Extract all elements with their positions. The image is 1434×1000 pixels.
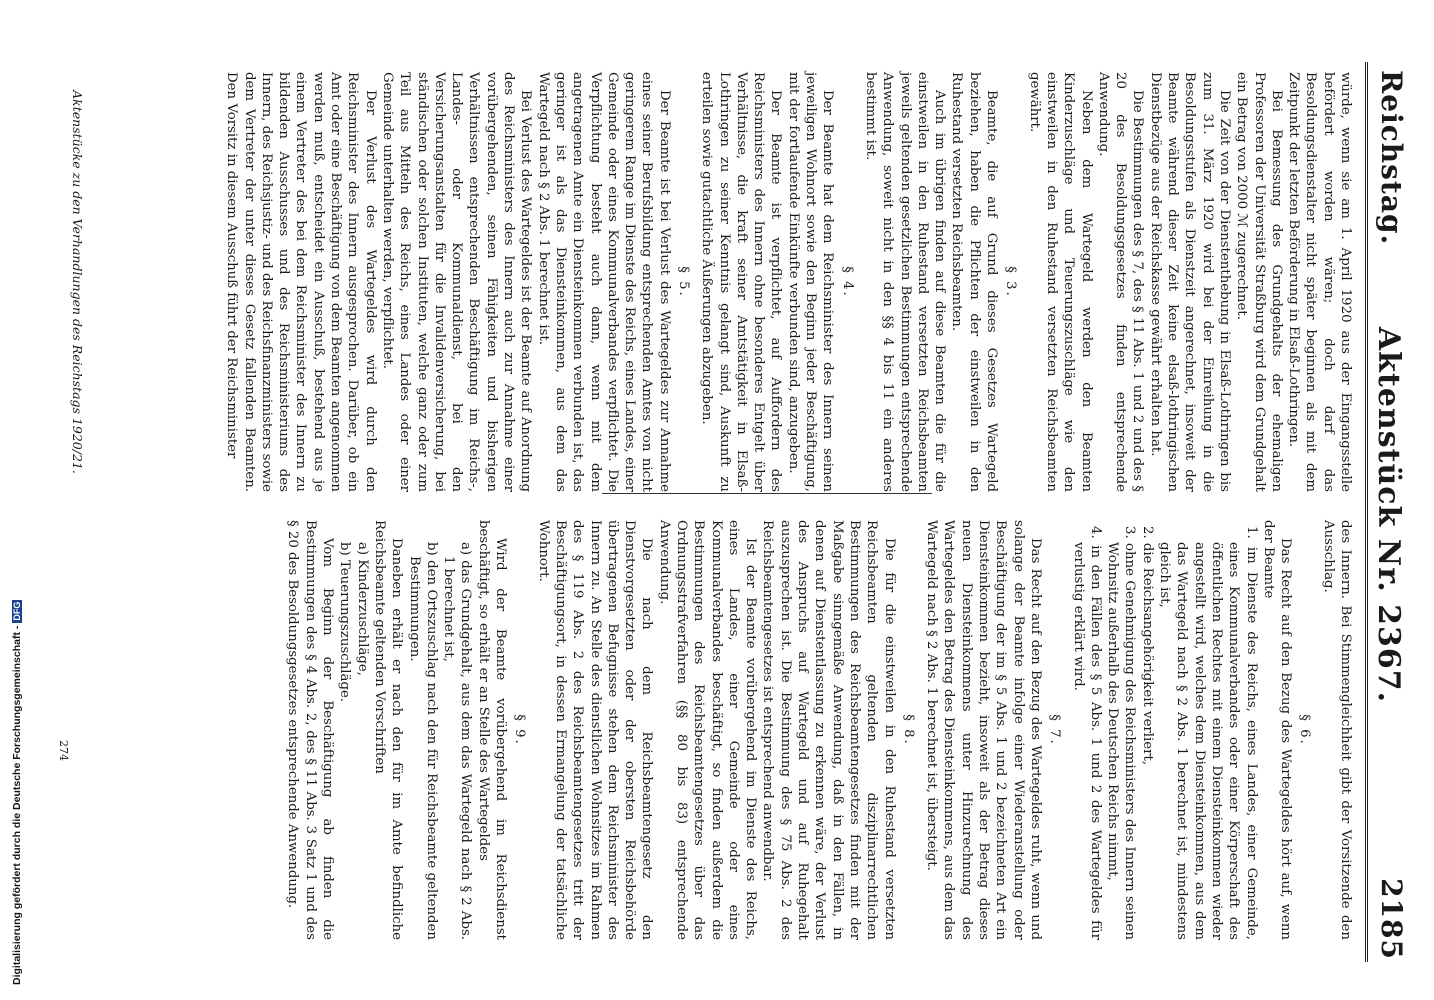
paragraph: Auch im übrigen finden auf diese Beamten die für die einstweilen in den Ruhestand versetzten Reichsbeamten jeweils geltenden gesetzlichen Bestimmungen entsprechende Anwendung, soweit nicht in den §§ 4 bis 11 ein anderes bestimmt ist. [862, 72, 948, 492]
column-divider [602, 493, 932, 494]
page-footer: Aktenstücke zu den Verhandlungen des Reichstags 1920/21. [70, 90, 85, 474]
left-column [223, 72, 1354, 492]
paragraph: Die Zeit von der Dienstenthebung in Elsaß-Lothringen bis zum 31. März 1920 wird bei der Einreihung in die Besoldungsstufen als Dienstzeit angerechnet, insoweit der Beamte während dieser Zeit keine elsaß-lothringischen Dienstbezüge aus der Reichskasse gewährt erhalten hat. [1147, 72, 1232, 492]
paragraph: Daneben erhält er nach den für im Amte befindliche Reichsbeamte geltenden Vorschriften [371, 520, 405, 940]
list-item: b) Teuerungszuschläge. [337, 542, 353, 703]
paragraph: Der Beamte ist verpflichtet, auf Auffordern des Reichsministers des Innern ohne besonderes Entgelt über Verhältnisse, die kraft seiner Amtstätigkeit in Elsaß-Lothringen zu seiner Kenntnis gelangt sind, Auskunft zu erteilen sowie gutachtliche Äußerungen abzugeben. [699, 72, 784, 492]
page-signature: 274 [57, 740, 70, 761]
list-item: a) Kinderzuschläge, [354, 542, 370, 677]
section-heading: § 8. [900, 714, 916, 746]
paragraph: Der Verlust des Wartegeldes wird durch den Reichsminister des Innern ausgesprochen. Darüber, ob ein Amt oder eine Beschäftigung von dem Beamten angenommen werden muß, entscheidet ein Ausschuß, bestehend aus je einem Vertreter des bei dem Reichsminister des Innern zu bildenden Ausschusses und des Reichsministeriums des Innern, des Reichsjustiz- und des Reichsfinanzministers sowie dem Vertreter der unter dieses Gesetz fallenden Beamten. Den Vorsitz in diesem Ausschuß führt der Reichsminister [224, 72, 378, 492]
credit-label: Digitalisierung gefördert durch die Deutsche Forschungsgemeinschaft - [11, 625, 23, 985]
header-rule [1361, 62, 1368, 962]
paragraph: Bei Bemessung des Grundgehalts der ehemaligen Professoren der Universität Straßburg wird dem Grundgehalt ein Betrag von 2000 ℳ zugerechnet. [1234, 72, 1284, 492]
header-left: Reichstag. [1375, 70, 1408, 246]
paragraph: Der Beamte hat dem Reichsminister des Innern seinen jeweiligen Wohnort sowie den Beginn jeder Beschäftigung, mit der fortlaufende Einkünfte verbunden sind, anzugeben. [785, 72, 836, 492]
paragraph: Das Recht auf den Bezug des Wartegeldes hört auf, wenn der Beamte [1260, 520, 1294, 940]
paragraph: Bei Verlust des Wartegeldes ist der Beamte auf Anordnung des Reichsministers des Innern auch zur Annahme einer vorübergehenden, seinen Fähigkeiten und bisherigen Verhältnissen entsprechenden Beschäftigung im Reichs-, Landes- oder Kommunaldienst, bei den Versicherungsanstalten für die Invalidenversicherung, bei ständischen oder solchen Instituten, welche ganz oder zum Teil aus Mitteln des Reichs, eines Landes oder einer Gemeinde unterhalten werden, verpflichtet. [379, 72, 534, 492]
paragraph: Das Recht auf den Bezug des Wartegeldes ruht, wenn und solange der Beamte infolge einer Wiederanstellung oder Beschäftigung der im § 5 Abs. 1 und 2 bezeichneten Art ein Diensteinkommen bezieht, insoweit als der Betrag dieses neuen Diensteinkommens unter Hinzurechnung des Wartegeldes den Betrag des Diensteinkommens, aus dem das Wartegeld nach § 2 Abs. 1 berechnet ist, übersteigt. [924, 520, 1043, 940]
section-heading: § 3. [1003, 266, 1019, 298]
header-center: Aktenstück Nr. 2367. [1371, 326, 1406, 704]
section-heading: § 5. [676, 266, 692, 298]
section-heading: § 4. [839, 266, 855, 298]
paragraph: Ist der Beamte vorübergehend im Dienste des Reichs, eines Landes, einer Gemeinde oder eines Kommunalverbandes beschäftigt, so finden außerdem die Bestimmungen des Reichsbeamtengesetzes über das Ordnungsstrafverfahren (§§ 80 bis 83) entsprechende Anwendung. [656, 520, 759, 940]
list-item: 2. die Reichsangehörigkeit verliert, [1139, 526, 1155, 766]
section-heading: § 7. [1047, 714, 1063, 746]
section-heading: § 6. [1297, 714, 1313, 746]
paragraph: Vom Beginn der Beschäftigung ab finden die Bestimmungen des § 4 Abs. 2, des § 11 Abs. 3 Satz 1 und des § 20 des Besoldungsgesetzes entsprechende Anwendung. [285, 520, 336, 940]
paragraph: Wird der Beamte vorübergehend im Reichsdienst beschäftigt, so erhält er an Stelle des Wartegeldes [475, 520, 509, 940]
list-item: 4. in den Fällen des § 5 Abs. 1 und 2 des Wartegeldes für verlustig erklärt wird. [1070, 526, 1103, 940]
right-column [284, 520, 1354, 940]
paragraph: des Innern. Bei Stimmengleichheit gibt der Vorsitzende den Ausschlag. [1320, 520, 1353, 940]
paragraph: Die für die einstweilen in den Ruhestand versetzten Reichsbeamten geltenden disziplinarrechtlichen Bestimmungen des Reichsbeamtengesetzes finden mit der Maßgabe sinngemäße Anwendung, daß in den Fällen, in denen auf Dienstentlassung zu erkennen wäre, der Verlust des Anspruchs auf Wartegeld und auf Ruhegehalt auszusprechen ist. Die Bestimmung des § 75 Abs. 2 des Reichsbeamtengesetzes ist entsprechend anwendbar. [760, 520, 897, 940]
list-item: a) das Grundgehalt, aus dem das Wartegeld nach § 2 Abs. 1 berechnet ist, [441, 542, 474, 940]
paragraph: Neben dem Wartegeld werden den Beamten Kinderzuschläge und Teuerungszuschläge wie den einstweilen in den Ruhestand versetzten Reichsbeamten gewährt. [1026, 72, 1094, 492]
paragraph: Die Bestimmungen des § 7, des § 11 Abs. 1 und 2 und des § 20 des Besoldungsgesetzes finden entsprechende Anwendung. [1095, 72, 1146, 492]
page-number: 2185 [1375, 878, 1408, 960]
list-item: 3. ohne Genehmigung des Reichsministers des Innern seinen Wohnsitz außerhalb des Deutschen Reichs nimmt, [1105, 526, 1138, 940]
digitization-credit [0, 0, 22, 1000]
paragraph: würde, wenn sie am 1. April 1920 aus der Eingangsstelle befördert worden wären; doch darf das Besoldungsdienstalter nicht später beginnen als mit dem Zeitpunkt der letzten Beförderung in Elsaß-Lothringen. [1286, 72, 1353, 492]
paragraph: Die nach dem Reichsbeamtengesetz den Dienstvorgesetzten oder der obersten Reichsbehörde übertragenen Befugnisse stehen dem Reichsminister des Innern zu. An Stelle des dienstlichen Wohnsitzes im Rahmen des § 119 Abs. 2 des Reichsbeamtengesetzes tritt der Beschäftigungsort, in dessen Ermangelung der tatsächliche Wohnort. [535, 520, 655, 940]
dfg-logo: DFG [12, 601, 22, 621]
credit-text [11, 600, 23, 985]
list-item: 1. im Dienste des Reichs, eines Landes, einer Gemeinde, eines Kommunalverbandes oder einer Körperschaft des öffentlichen Rechtes mit einem Diensteinkommen wieder angestellt wird, welches dem Diensteinkommen, aus dem das Wartegeld nach § 2 Abs. 1 berechnet ist, mindestens gleich ist, [1157, 526, 1259, 940]
section-heading: § 9. [512, 714, 528, 746]
paragraph: Der Beamte ist bei Verlust des Wartegeldes zur Annahme eines seiner Berufsbildung entsprechenden Amtes von nicht geringerem Range im Dienste des Reichs, eines Landes, einer Gemeinde oder eines Kommunalverbandes verpflichtet. Die Verpflichtung besteht auch dann, wenn mit dem angetragenen Amte ein Diensteinkommen verbunden ist, das geringer ist als das Diensteinkommen, aus dem das Wartegeld nach § 2 Abs. 1 berechnet ist. [535, 72, 672, 492]
paragraph: Beamte, die auf Grund dieses Gesetzes Wartegeld beziehen, haben die Pflichten der einstweilen in den Ruhestand versetzten Reichsbeamten. [949, 72, 1000, 492]
page-header [1368, 70, 1408, 960]
list-item: b) den Ortszuschlag nach den für Reichsbeamte geltenden Bestimmungen. [406, 542, 439, 940]
